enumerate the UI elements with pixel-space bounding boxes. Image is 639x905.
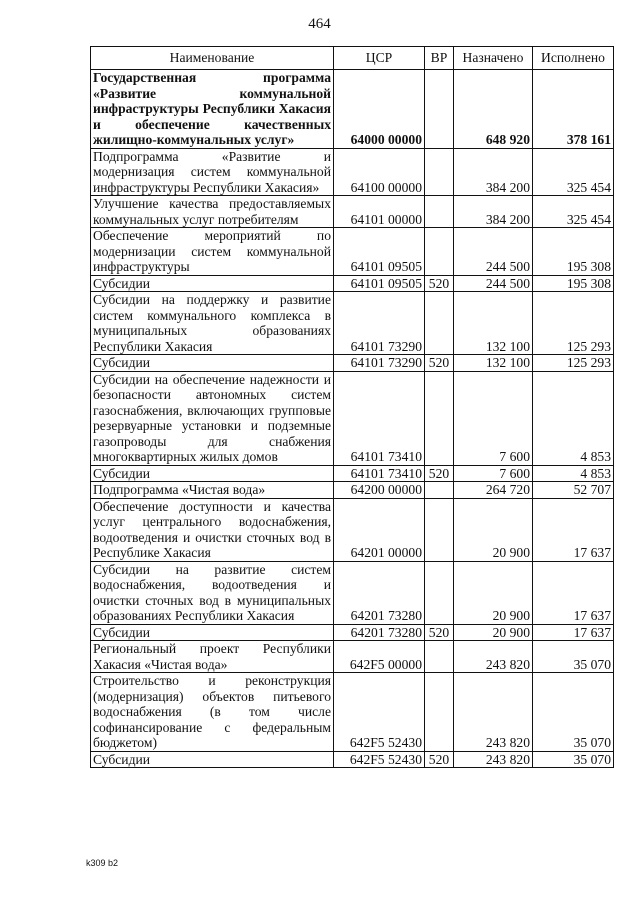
cell-name: Субсидии xyxy=(91,275,334,292)
table-row xyxy=(91,641,614,673)
cell-planned: 384 200 xyxy=(454,148,533,196)
cell-planned: 20 900 xyxy=(454,561,533,624)
table-row xyxy=(91,275,614,292)
header-executed: Исполнено xyxy=(533,47,614,70)
cell-csr: 64000 00000 xyxy=(334,70,425,149)
table-row xyxy=(91,70,614,149)
cell-executed: 17 637 xyxy=(533,624,614,641)
table-row xyxy=(91,751,614,768)
cell-csr: 64101 00000 xyxy=(334,196,425,228)
cell-executed: 52 707 xyxy=(533,482,614,499)
table-row xyxy=(91,196,614,228)
table-row xyxy=(91,148,614,196)
cell-vr xyxy=(425,641,454,673)
cell-name: Обеспечение доступности и качества услуг центрального водоснабжения, водоотведения и очистки сточных вод в Республике Хакасия xyxy=(91,498,334,561)
table-row xyxy=(91,624,614,641)
cell-vr xyxy=(425,482,454,499)
footer-code: k309 b2 xyxy=(86,858,119,868)
cell-executed: 4 853 xyxy=(533,465,614,482)
cell-vr: 520 xyxy=(425,355,454,372)
cell-planned: 132 100 xyxy=(454,292,533,355)
cell-planned: 7 600 xyxy=(454,371,533,465)
cell-planned: 20 900 xyxy=(454,498,533,561)
cell-vr xyxy=(425,673,454,752)
cell-planned: 7 600 xyxy=(454,465,533,482)
cell-vr xyxy=(425,292,454,355)
cell-vr xyxy=(425,561,454,624)
cell-executed: 125 293 xyxy=(533,355,614,372)
cell-planned: 244 500 xyxy=(454,275,533,292)
table-row xyxy=(91,465,614,482)
cell-csr: 64101 09505 xyxy=(334,275,425,292)
cell-executed: 35 070 xyxy=(533,673,614,752)
cell-name: Субсидии xyxy=(91,751,334,768)
cell-name: Субсидии на развитие систем водоснабжения, водоотведения и очистки сточных вод в муниципальных образованиях Республики Хакасия xyxy=(91,561,334,624)
cell-name: Подпрограмма «Чистая вода» xyxy=(91,482,334,499)
cell-planned: 384 200 xyxy=(454,196,533,228)
cell-csr: 642F5 52430 xyxy=(334,673,425,752)
header-planned: Назначено xyxy=(454,47,533,70)
header-vr: ВР xyxy=(425,47,454,70)
cell-vr xyxy=(425,70,454,149)
cell-csr: 64101 73410 xyxy=(334,371,425,465)
cell-csr: 64101 73290 xyxy=(334,292,425,355)
table-body xyxy=(91,70,614,768)
cell-csr: 642F5 52430 xyxy=(334,751,425,768)
cell-vr: 520 xyxy=(425,275,454,292)
cell-vr: 520 xyxy=(425,624,454,641)
table-row xyxy=(91,228,614,276)
cell-executed: 4 853 xyxy=(533,371,614,465)
table-row xyxy=(91,561,614,624)
cell-name: Строительство и реконструкция (модернизация) объектов питьевого водоснабжения (в том числе софинансирование с федеральным бюджетом) xyxy=(91,673,334,752)
cell-executed: 195 308 xyxy=(533,275,614,292)
cell-vr xyxy=(425,371,454,465)
page-number: 464 xyxy=(308,16,331,32)
cell-csr: 64201 73280 xyxy=(334,624,425,641)
cell-planned: 244 500 xyxy=(454,228,533,276)
cell-executed: 17 637 xyxy=(533,498,614,561)
cell-name: Региональный проект Республики Хакасия «Чистая вода» xyxy=(91,641,334,673)
cell-name: Государственная программа «Развитие коммунальной инфраструктуры Республики Хакасия и обеспечение качественных жилищно-коммунальных услуг» xyxy=(91,70,334,149)
cell-csr: 64101 09505 xyxy=(334,228,425,276)
cell-executed: 125 293 xyxy=(533,292,614,355)
cell-csr: 64101 73290 xyxy=(334,355,425,372)
cell-csr: 64200 00000 xyxy=(334,482,425,499)
cell-name: Улучшение качества предоставляемых коммунальных услуг потребителям xyxy=(91,196,334,228)
cell-name: Субсидии на обеспечение надежности и безопасности автономных систем газоснабжения, включающих групповые резервуарные установки и подземные газопроводы для снабжения многоквартирных жилых домов xyxy=(91,371,334,465)
budget-table xyxy=(90,46,614,768)
cell-name: Подпрограмма «Развитие и модернизация систем коммунальной инфраструктуры Республики Хакасия» xyxy=(91,148,334,196)
table-row xyxy=(91,482,614,499)
header-name: Наименование xyxy=(91,47,334,70)
cell-vr: 520 xyxy=(425,751,454,768)
cell-executed: 195 308 xyxy=(533,228,614,276)
cell-vr xyxy=(425,498,454,561)
table-row xyxy=(91,292,614,355)
cell-csr: 64201 73280 xyxy=(334,561,425,624)
cell-executed: 35 070 xyxy=(533,641,614,673)
header-csr: ЦСР xyxy=(334,47,425,70)
cell-planned: 264 720 xyxy=(454,482,533,499)
cell-executed: 378 161 xyxy=(533,70,614,149)
cell-vr xyxy=(425,228,454,276)
cell-executed: 17 637 xyxy=(533,561,614,624)
table-row xyxy=(91,673,614,752)
cell-executed: 35 070 xyxy=(533,751,614,768)
cell-planned: 243 820 xyxy=(454,751,533,768)
cell-vr xyxy=(425,148,454,196)
cell-csr: 64201 00000 xyxy=(334,498,425,561)
table-row xyxy=(91,498,614,561)
cell-vr xyxy=(425,196,454,228)
cell-name: Субсидии xyxy=(91,465,334,482)
cell-name: Субсидии xyxy=(91,355,334,372)
table-header-row xyxy=(91,47,614,70)
cell-planned: 132 100 xyxy=(454,355,533,372)
cell-planned: 243 820 xyxy=(454,641,533,673)
table-row xyxy=(91,371,614,465)
table-row xyxy=(91,355,614,372)
cell-csr: 64101 73410 xyxy=(334,465,425,482)
cell-name: Субсидии xyxy=(91,624,334,641)
cell-csr: 64100 00000 xyxy=(334,148,425,196)
cell-executed: 325 454 xyxy=(533,148,614,196)
cell-executed: 325 454 xyxy=(533,196,614,228)
cell-vr: 520 xyxy=(425,465,454,482)
cell-csr: 642F5 00000 xyxy=(334,641,425,673)
cell-planned: 648 920 xyxy=(454,70,533,149)
cell-planned: 20 900 xyxy=(454,624,533,641)
cell-planned: 243 820 xyxy=(454,673,533,752)
cell-name: Субсидии на поддержку и развитие систем коммунального комплекса в муниципальных образованиях Республики Хакасия xyxy=(91,292,334,355)
cell-name: Обеспечение мероприятий по модернизации систем коммунальной инфраструктуры xyxy=(91,228,334,276)
